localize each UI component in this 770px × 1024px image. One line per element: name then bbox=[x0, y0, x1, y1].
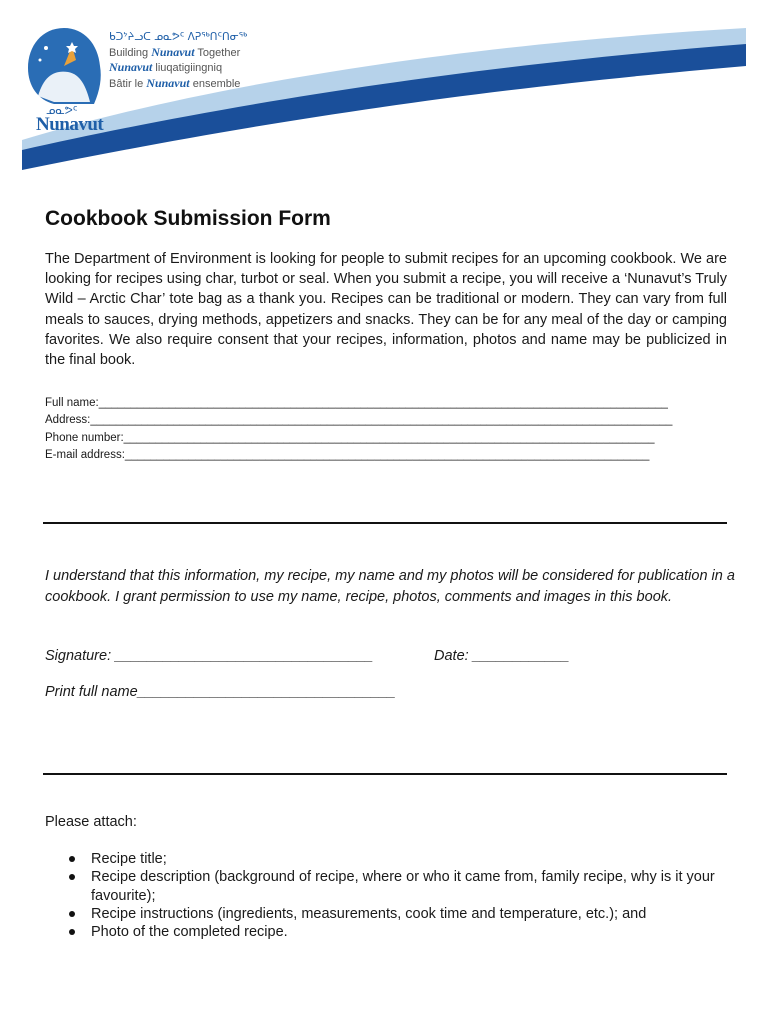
signature-line[interactable]: ________________________________ bbox=[115, 648, 374, 664]
email-label: E-mail address: bbox=[45, 448, 125, 461]
form-title: Cookbook Submission Form bbox=[45, 207, 331, 230]
tagline-line-syllabics: ᑲᑐᔾᔨᓗᑕ ᓄᓇᕗᑦ ᐱᕈᖅᑎᑦᑎᓂᖅ bbox=[109, 31, 248, 43]
date-line[interactable]: ____________ bbox=[472, 648, 570, 664]
print-name-line[interactable]: ________________________________ bbox=[137, 684, 396, 700]
email-line[interactable]: __________________________________________________________________________________ bbox=[124, 448, 650, 461]
tagline-line-french: Bâtir le Nunavut ensemble bbox=[109, 75, 241, 90]
logo-wordmark: Nunavut bbox=[36, 114, 104, 135]
address-line[interactable]: ___________________________________________________________________________________________ bbox=[90, 414, 673, 427]
list-item: Recipe title; bbox=[45, 850, 725, 868]
signature-field[interactable] bbox=[45, 648, 373, 664]
signature-label: Signature: bbox=[45, 648, 116, 664]
list-item: Recipe instructions (ingredients, measurements, cook time and temperature, etc.); and bbox=[45, 905, 725, 923]
phone-field[interactable] bbox=[45, 430, 672, 447]
address-label: Address: bbox=[45, 414, 91, 427]
full-name-line[interactable]: _________________________________________________________________________________________ bbox=[98, 397, 668, 409]
print-name-label: Print full name bbox=[45, 684, 138, 700]
address-field[interactable] bbox=[45, 412, 672, 429]
date-label: Date: bbox=[434, 648, 473, 664]
logo-emblem-icon bbox=[24, 26, 104, 106]
attach-list bbox=[45, 850, 725, 941]
date-field[interactable] bbox=[434, 648, 569, 664]
contact-fields bbox=[45, 395, 672, 464]
consent-statement: I understand that this information, my recipe, my name and my photos will be considered for publication in a cookbook. I grant permission to use my name, recipe, photos, comments and images in this book. bbox=[45, 568, 735, 605]
list-item: Photo of the completed recipe. bbox=[45, 923, 725, 941]
list-item: Recipe description (background of recipe, where or who it came from, family recipe, why is it your favourite); bbox=[45, 868, 725, 905]
full-name-label: Full name: bbox=[45, 397, 99, 409]
tagline-line-inuinnaqtun: Nunavut liuqatigiingniq bbox=[109, 60, 223, 74]
government-tagline bbox=[109, 30, 247, 91]
section-divider bbox=[43, 522, 727, 524]
phone-line[interactable]: ___________________________________________________________________________________ bbox=[123, 431, 655, 444]
phone-label: Phone number: bbox=[45, 431, 124, 444]
email-field[interactable] bbox=[45, 447, 672, 464]
nunavut-logo bbox=[24, 26, 104, 135]
tagline-line-english: Building Nunavut Together bbox=[109, 44, 241, 59]
full-name-field[interactable] bbox=[45, 395, 672, 412]
intro-paragraph: The Department of Environment is looking for people to submit recipes for an upcoming cookbook. We are looking for recipes using char, turbot or seal. When you submit a recipe, you will receive a ‘Nunavut’s Truly Wild – Arctic Char’ tote bag as a thank you. Recipes can be traditional or modern. They can vary from full meals to sauces, drying methods, appetizers and snacks. They can be for any meal of the day or camping favorites. We also require consent that your recipes, information, photos and name may be publicized in the final book. bbox=[45, 251, 727, 369]
print-name-field[interactable] bbox=[45, 684, 396, 700]
attach-heading: Please attach: bbox=[45, 814, 137, 830]
logo-syllabics: ᓄᓇᕗᑦ bbox=[46, 104, 78, 117]
section-divider bbox=[43, 773, 727, 775]
